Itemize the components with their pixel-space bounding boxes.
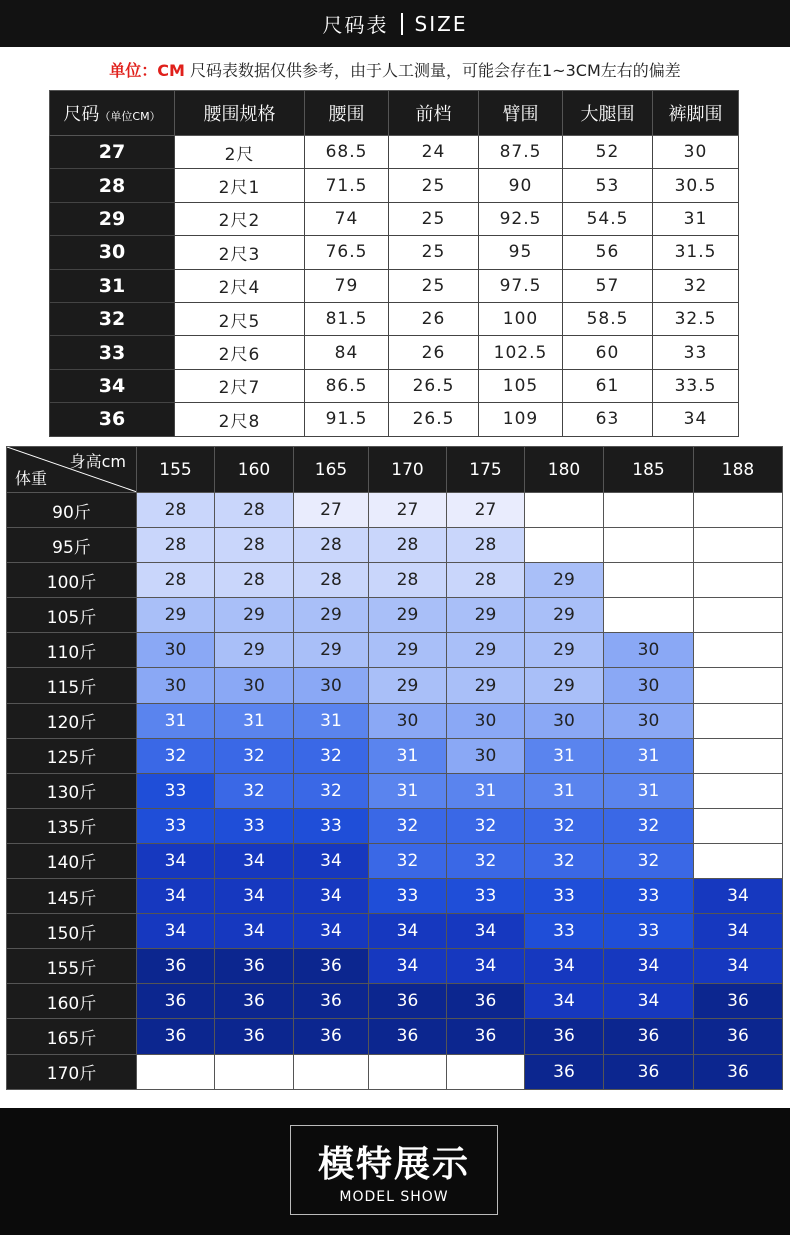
spec-value-cell: 102.5 bbox=[479, 336, 563, 369]
spec-header-row bbox=[50, 91, 739, 136]
grid-row bbox=[7, 773, 783, 808]
size-cell: 36 bbox=[369, 1019, 447, 1054]
grid-row bbox=[7, 528, 783, 563]
size-cell: 31 bbox=[525, 773, 604, 808]
size-cell: 34 bbox=[215, 843, 294, 878]
size-cell: 34 bbox=[694, 879, 783, 914]
weight-label-cell: 155斤 bbox=[7, 949, 137, 984]
size-cell: 36 bbox=[215, 1019, 294, 1054]
size-cell: 28 bbox=[294, 528, 369, 563]
empty-cell bbox=[694, 808, 783, 843]
spec-header-cell bbox=[50, 91, 175, 136]
size-cell: 36 bbox=[694, 1019, 783, 1054]
height-header-cell: 188 bbox=[694, 447, 783, 493]
spec-size-cell: 28 bbox=[50, 169, 175, 202]
spec-value-cell: 2尺6 bbox=[175, 336, 305, 369]
spec-size-cell: 27 bbox=[50, 136, 175, 169]
empty-cell bbox=[604, 493, 694, 528]
size-cell: 36 bbox=[137, 1019, 215, 1054]
spec-header-label: 大腿围 bbox=[580, 104, 635, 125]
grid-row bbox=[7, 984, 783, 1019]
spec-header-cell bbox=[305, 91, 389, 136]
grid-row bbox=[7, 914, 783, 949]
size-cell: 34 bbox=[137, 879, 215, 914]
note-text: 尺码表数据仅供参考，由于人工测量，可能会存在1~3CM左右的偏差 bbox=[190, 61, 681, 80]
spec-value-cell: 76.5 bbox=[305, 236, 389, 269]
empty-cell bbox=[694, 843, 783, 878]
spec-size-cell: 34 bbox=[50, 369, 175, 402]
empty-cell bbox=[369, 1054, 447, 1089]
spec-value-cell: 90 bbox=[479, 169, 563, 202]
spec-value-cell: 26.5 bbox=[389, 403, 479, 436]
spec-header-cell bbox=[653, 91, 739, 136]
empty-cell bbox=[525, 493, 604, 528]
spec-value-cell: 25 bbox=[389, 169, 479, 202]
spec-value-cell: 2尺 bbox=[175, 136, 305, 169]
spec-value-cell: 58.5 bbox=[563, 302, 653, 335]
size-cell: 32 bbox=[294, 773, 369, 808]
weight-label-cell: 90斤 bbox=[7, 493, 137, 528]
spec-size-cell: 29 bbox=[50, 202, 175, 235]
height-header-cell: 160 bbox=[215, 447, 294, 493]
size-cell: 28 bbox=[447, 528, 525, 563]
size-cell: 29 bbox=[447, 668, 525, 703]
spec-value-cell: 63 bbox=[563, 403, 653, 436]
size-cell: 31 bbox=[137, 703, 215, 738]
height-header-cell: 165 bbox=[294, 447, 369, 493]
size-cell: 31 bbox=[525, 738, 604, 773]
size-cell: 27 bbox=[369, 493, 447, 528]
size-cell: 28 bbox=[447, 563, 525, 598]
size-cell: 32 bbox=[137, 738, 215, 773]
size-cell: 29 bbox=[447, 598, 525, 633]
spec-value-cell: 25 bbox=[389, 202, 479, 235]
spec-value-cell: 57 bbox=[563, 269, 653, 302]
spec-header-cell bbox=[563, 91, 653, 136]
grid-corner-cell bbox=[7, 447, 137, 493]
size-cell: 30 bbox=[525, 703, 604, 738]
spec-value-cell: 32 bbox=[653, 269, 739, 302]
spec-value-cell: 32.5 bbox=[653, 302, 739, 335]
spec-header-cell bbox=[479, 91, 563, 136]
size-cell: 33 bbox=[215, 808, 294, 843]
size-cell: 34 bbox=[369, 949, 447, 984]
weight-label-cell: 115斤 bbox=[7, 668, 137, 703]
size-cell: 29 bbox=[294, 633, 369, 668]
empty-cell bbox=[694, 668, 783, 703]
spec-value-cell: 60 bbox=[563, 336, 653, 369]
size-cell: 34 bbox=[137, 914, 215, 949]
spec-value-cell: 33.5 bbox=[653, 369, 739, 402]
spec-value-cell: 25 bbox=[389, 269, 479, 302]
weight-label-cell: 120斤 bbox=[7, 703, 137, 738]
spec-row bbox=[50, 236, 739, 269]
spec-value-cell: 2尺3 bbox=[175, 236, 305, 269]
empty-cell bbox=[215, 1054, 294, 1089]
height-header-cell: 170 bbox=[369, 447, 447, 493]
spec-header-label: 尺码 bbox=[63, 104, 100, 125]
size-chart-header bbox=[0, 0, 790, 47]
spec-value-cell: 53 bbox=[563, 169, 653, 202]
size-cell: 29 bbox=[369, 668, 447, 703]
empty-cell bbox=[694, 633, 783, 668]
empty-cell bbox=[294, 1054, 369, 1089]
model-show-title-cn: 模特展示 bbox=[317, 1144, 470, 1185]
size-cell: 36 bbox=[137, 984, 215, 1019]
grid-row bbox=[7, 1019, 783, 1054]
empty-cell bbox=[604, 563, 694, 598]
size-cell: 34 bbox=[525, 984, 604, 1019]
size-cell: 32 bbox=[215, 738, 294, 773]
model-show-title-en: MODEL SHOW bbox=[339, 1189, 449, 1205]
spec-value-cell: 2尺5 bbox=[175, 302, 305, 335]
spec-value-cell: 52 bbox=[563, 136, 653, 169]
size-cell: 34 bbox=[294, 914, 369, 949]
size-cell: 32 bbox=[369, 808, 447, 843]
size-cell: 33 bbox=[137, 808, 215, 843]
spec-row bbox=[50, 269, 739, 302]
spec-size-cell: 31 bbox=[50, 269, 175, 302]
spec-value-cell: 61 bbox=[563, 369, 653, 402]
empty-cell bbox=[447, 1054, 525, 1089]
spec-value-cell: 97.5 bbox=[479, 269, 563, 302]
size-cell: 34 bbox=[215, 914, 294, 949]
header-title-en: SIZE bbox=[414, 11, 468, 36]
size-cell: 36 bbox=[215, 949, 294, 984]
grid-body bbox=[7, 493, 783, 1090]
empty-cell bbox=[694, 773, 783, 808]
size-cell: 34 bbox=[604, 949, 694, 984]
weight-label-cell: 100斤 bbox=[7, 563, 137, 598]
spec-size-cell: 30 bbox=[50, 236, 175, 269]
size-cell: 29 bbox=[215, 633, 294, 668]
weight-label-cell: 95斤 bbox=[7, 528, 137, 563]
spec-value-cell: 81.5 bbox=[305, 302, 389, 335]
weight-label-cell: 105斤 bbox=[7, 598, 137, 633]
spec-body bbox=[50, 136, 739, 437]
spec-value-cell: 74 bbox=[305, 202, 389, 235]
grid-row bbox=[7, 598, 783, 633]
size-cell: 36 bbox=[294, 949, 369, 984]
size-cell: 34 bbox=[215, 879, 294, 914]
height-header-cell: 180 bbox=[525, 447, 604, 493]
spec-header-label: 腰围规格 bbox=[203, 104, 276, 125]
grid-row bbox=[7, 808, 783, 843]
spec-value-cell: 25 bbox=[389, 236, 479, 269]
size-cell: 36 bbox=[694, 1054, 783, 1089]
spec-value-cell: 2尺7 bbox=[175, 369, 305, 402]
spec-row bbox=[50, 369, 739, 402]
spec-value-cell: 86.5 bbox=[305, 369, 389, 402]
size-cell: 28 bbox=[137, 563, 215, 598]
size-cell: 33 bbox=[294, 808, 369, 843]
spec-size-cell: 33 bbox=[50, 336, 175, 369]
size-cell: 29 bbox=[369, 598, 447, 633]
header-separator bbox=[401, 13, 403, 35]
size-cell: 36 bbox=[604, 1054, 694, 1089]
size-cell: 29 bbox=[447, 633, 525, 668]
size-cell: 28 bbox=[294, 563, 369, 598]
size-cell: 33 bbox=[604, 914, 694, 949]
size-cell: 32 bbox=[447, 808, 525, 843]
spec-value-cell: 2尺2 bbox=[175, 202, 305, 235]
size-cell: 29 bbox=[525, 633, 604, 668]
spec-value-cell: 34 bbox=[653, 403, 739, 436]
grid-row bbox=[7, 668, 783, 703]
size-cell: 29 bbox=[525, 598, 604, 633]
spec-row bbox=[50, 136, 739, 169]
grid-header-row bbox=[7, 447, 783, 493]
weight-label-cell: 130斤 bbox=[7, 773, 137, 808]
size-cell: 30 bbox=[137, 633, 215, 668]
spec-header-label: 臂围 bbox=[502, 104, 539, 125]
spec-header-cell bbox=[175, 91, 305, 136]
weight-label-cell: 110斤 bbox=[7, 633, 137, 668]
spec-value-cell: 54.5 bbox=[563, 202, 653, 235]
empty-cell bbox=[694, 493, 783, 528]
size-cell: 32 bbox=[294, 738, 369, 773]
spec-size-cell: 32 bbox=[50, 302, 175, 335]
grid-row bbox=[7, 1054, 783, 1089]
size-cell: 29 bbox=[137, 598, 215, 633]
weight-label-cell: 170斤 bbox=[7, 1054, 137, 1089]
spec-value-cell: 84 bbox=[305, 336, 389, 369]
size-cell: 28 bbox=[369, 528, 447, 563]
empty-cell bbox=[694, 563, 783, 598]
grid-row bbox=[7, 633, 783, 668]
size-cell: 36 bbox=[137, 949, 215, 984]
spec-value-cell: 56 bbox=[563, 236, 653, 269]
spec-value-cell: 2尺1 bbox=[175, 169, 305, 202]
size-cell: 34 bbox=[294, 843, 369, 878]
size-cell: 29 bbox=[369, 633, 447, 668]
weight-label-cell: 135斤 bbox=[7, 808, 137, 843]
size-cell: 30 bbox=[604, 668, 694, 703]
size-cell: 27 bbox=[294, 493, 369, 528]
spec-value-cell: 26 bbox=[389, 302, 479, 335]
size-cell: 32 bbox=[215, 773, 294, 808]
grid-row bbox=[7, 949, 783, 984]
empty-cell bbox=[694, 738, 783, 773]
size-cell: 30 bbox=[447, 703, 525, 738]
size-cell: 32 bbox=[604, 843, 694, 878]
size-cell: 33 bbox=[525, 914, 604, 949]
size-cell: 34 bbox=[525, 949, 604, 984]
spec-value-cell: 31.5 bbox=[653, 236, 739, 269]
size-cell: 31 bbox=[447, 773, 525, 808]
spec-value-cell: 30 bbox=[653, 136, 739, 169]
size-cell: 28 bbox=[215, 493, 294, 528]
weight-label-cell: 160斤 bbox=[7, 984, 137, 1019]
spec-header-cell bbox=[389, 91, 479, 136]
size-cell: 32 bbox=[604, 808, 694, 843]
spec-value-cell: 2尺4 bbox=[175, 269, 305, 302]
size-cell: 34 bbox=[294, 879, 369, 914]
spec-value-cell: 109 bbox=[479, 403, 563, 436]
spec-row bbox=[50, 336, 739, 369]
size-cell: 28 bbox=[215, 528, 294, 563]
spec-row bbox=[50, 202, 739, 235]
size-cell: 30 bbox=[604, 703, 694, 738]
height-header-cell: 185 bbox=[604, 447, 694, 493]
size-cell: 34 bbox=[694, 914, 783, 949]
size-cell: 34 bbox=[369, 914, 447, 949]
grid-row bbox=[7, 703, 783, 738]
spec-value-cell: 92.5 bbox=[479, 202, 563, 235]
size-cell: 33 bbox=[604, 879, 694, 914]
size-cell: 32 bbox=[525, 808, 604, 843]
size-cell: 30 bbox=[215, 668, 294, 703]
size-cell: 34 bbox=[694, 949, 783, 984]
size-cell: 33 bbox=[447, 879, 525, 914]
spec-header-label: 腰围 bbox=[328, 104, 365, 125]
size-cell: 29 bbox=[294, 598, 369, 633]
size-cell: 36 bbox=[525, 1019, 604, 1054]
spec-value-cell: 105 bbox=[479, 369, 563, 402]
empty-cell bbox=[694, 703, 783, 738]
size-cell: 29 bbox=[525, 668, 604, 703]
spec-value-cell: 33 bbox=[653, 336, 739, 369]
size-cell: 30 bbox=[369, 703, 447, 738]
header-title-cn: 尺码表 bbox=[322, 13, 389, 37]
size-cell: 31 bbox=[369, 738, 447, 773]
size-cell: 33 bbox=[525, 879, 604, 914]
spec-value-cell: 30.5 bbox=[653, 169, 739, 202]
spec-value-cell: 79 bbox=[305, 269, 389, 302]
size-cell: 32 bbox=[447, 843, 525, 878]
size-cell: 36 bbox=[604, 1019, 694, 1054]
size-cell: 31 bbox=[604, 738, 694, 773]
weight-label-cell: 150斤 bbox=[7, 914, 137, 949]
empty-cell bbox=[694, 598, 783, 633]
grid-row bbox=[7, 843, 783, 878]
model-show-banner bbox=[0, 1108, 790, 1235]
size-cell: 33 bbox=[369, 879, 447, 914]
spec-value-cell: 71.5 bbox=[305, 169, 389, 202]
size-cell: 36 bbox=[447, 1019, 525, 1054]
measurement-note bbox=[0, 58, 790, 81]
spec-row bbox=[50, 403, 739, 436]
empty-cell bbox=[604, 528, 694, 563]
spec-size-cell: 36 bbox=[50, 403, 175, 436]
size-cell: 28 bbox=[369, 563, 447, 598]
empty-cell bbox=[694, 528, 783, 563]
grid-row bbox=[7, 563, 783, 598]
size-cell: 36 bbox=[215, 984, 294, 1019]
corner-height-label: 身高cm bbox=[69, 452, 126, 471]
size-cell: 34 bbox=[137, 843, 215, 878]
spec-row bbox=[50, 302, 739, 335]
weight-label-cell: 140斤 bbox=[7, 843, 137, 878]
size-cell: 32 bbox=[369, 843, 447, 878]
size-cell: 31 bbox=[604, 773, 694, 808]
height-header-cell: 175 bbox=[447, 447, 525, 493]
size-cell: 36 bbox=[369, 984, 447, 1019]
size-cell: 28 bbox=[137, 493, 215, 528]
size-cell: 31 bbox=[215, 703, 294, 738]
size-cell: 36 bbox=[294, 984, 369, 1019]
size-cell: 28 bbox=[215, 563, 294, 598]
unit-label: 单位：CM bbox=[109, 61, 185, 80]
empty-cell bbox=[604, 598, 694, 633]
spec-value-cell: 26.5 bbox=[389, 369, 479, 402]
spec-header-label: 裤脚围 bbox=[668, 104, 723, 125]
size-cell: 31 bbox=[369, 773, 447, 808]
size-spec-table bbox=[49, 90, 739, 437]
size-cell: 36 bbox=[525, 1054, 604, 1089]
empty-cell bbox=[137, 1054, 215, 1089]
spec-row bbox=[50, 169, 739, 202]
size-cell: 36 bbox=[694, 984, 783, 1019]
size-cell: 30 bbox=[294, 668, 369, 703]
size-cell: 34 bbox=[447, 914, 525, 949]
size-cell: 34 bbox=[447, 949, 525, 984]
spec-header-unit-note: （单位CM） bbox=[99, 110, 161, 123]
spec-value-cell: 87.5 bbox=[479, 136, 563, 169]
size-cell: 29 bbox=[525, 563, 604, 598]
spec-value-cell: 68.5 bbox=[305, 136, 389, 169]
spec-value-cell: 26 bbox=[389, 336, 479, 369]
model-show-badge bbox=[290, 1125, 498, 1215]
spec-value-cell: 24 bbox=[389, 136, 479, 169]
spec-value-cell: 100 bbox=[479, 302, 563, 335]
size-cell: 28 bbox=[137, 528, 215, 563]
grid-row bbox=[7, 738, 783, 773]
spec-value-cell: 31 bbox=[653, 202, 739, 235]
weight-label-cell: 125斤 bbox=[7, 738, 137, 773]
spec-header-label: 前档 bbox=[415, 104, 452, 125]
size-cell: 33 bbox=[137, 773, 215, 808]
size-cell: 36 bbox=[447, 984, 525, 1019]
size-cell: 32 bbox=[525, 843, 604, 878]
size-cell: 31 bbox=[294, 703, 369, 738]
empty-cell bbox=[525, 528, 604, 563]
size-cell: 27 bbox=[447, 493, 525, 528]
size-cell: 29 bbox=[215, 598, 294, 633]
spec-value-cell: 2尺8 bbox=[175, 403, 305, 436]
weight-label-cell: 165斤 bbox=[7, 1019, 137, 1054]
grid-row bbox=[7, 493, 783, 528]
spec-value-cell: 91.5 bbox=[305, 403, 389, 436]
weight-label-cell: 145斤 bbox=[7, 879, 137, 914]
spec-value-cell: 95 bbox=[479, 236, 563, 269]
size-recommendation-grid bbox=[6, 446, 783, 1090]
size-cell: 36 bbox=[294, 1019, 369, 1054]
size-cell: 30 bbox=[447, 738, 525, 773]
size-cell: 30 bbox=[604, 633, 694, 668]
height-header-cell: 155 bbox=[137, 447, 215, 493]
size-cell: 34 bbox=[604, 984, 694, 1019]
corner-weight-label: 体重 bbox=[15, 469, 48, 488]
size-cell: 30 bbox=[137, 668, 215, 703]
grid-row bbox=[7, 879, 783, 914]
